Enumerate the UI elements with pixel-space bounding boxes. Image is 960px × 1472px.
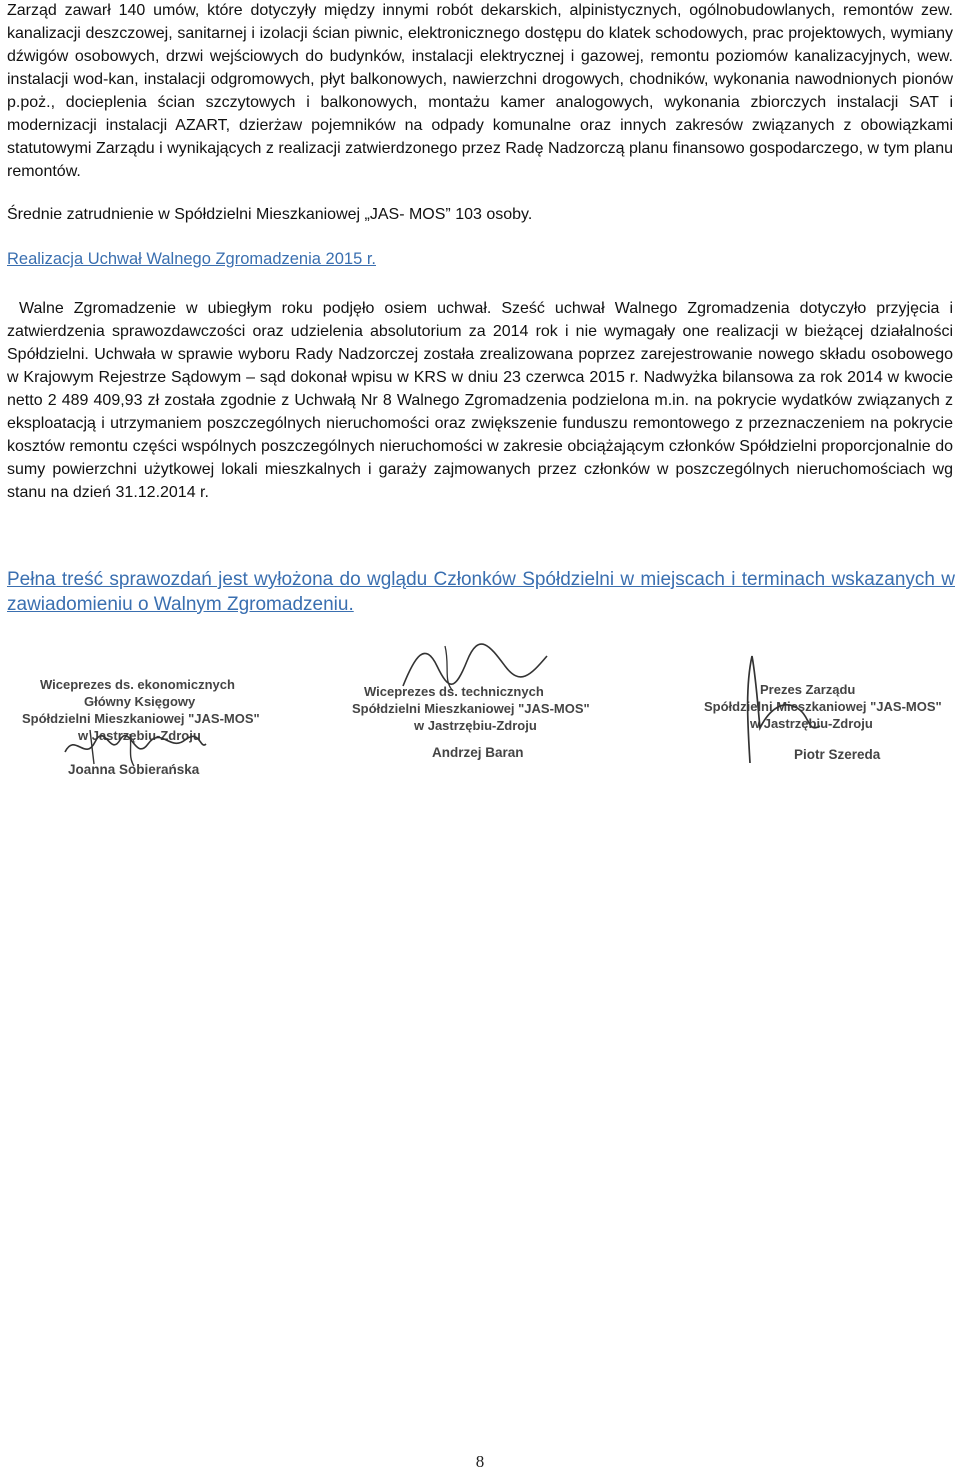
stamp-line: Spółdzielni Mieszkaniowej "JAS-MOS" <box>352 701 590 716</box>
stamp-line: w Jastrzębiu-Zdroju <box>414 718 537 733</box>
employment-paragraph: Średnie zatrudnienie w Spółdzielni Mieszkaniowej „JAS- MOS” 103 osoby. <box>7 206 533 223</box>
stamp-line: Spółdzielni Mieszkaniowej "JAS-MOS" <box>704 699 942 714</box>
handwritten-signature <box>395 636 555 696</box>
stamp-line: w Jastrzębiu-Zdroju <box>750 716 873 731</box>
signatory-name: Andrzej Baran <box>432 745 524 760</box>
handwritten-signature <box>730 648 850 768</box>
resolutions-text: Walne Zgromadzenie w ubiegłym roku podjęło osiem uchwał. Sześć uchwał Walnego Zgromadzenia dotyczyło przyjęcia i zatwierdzenia sprawozdawczości oraz udzielenia absolutorium za 2014 rok i nie wymagały one realizacji w bieżącej działalności Spółdzielni. Uchwała w sprawie wyboru Rady Nadzorczej została zrealizowana poprzez zarejestrowanie nowego składu osobowego w Krajowym Rejestrze Sądowym – sąd dokonał wpisu w KRS w dniu 23 czerwca 2015 r. Nadwyżka bilansowa za rok 2014 w kwocie netto 2 489 409,93 zł została zgodnie z Uchwałą Nr 8 Walnego Zgromadzenia podzielona m.in. na pokrycie wydatków związanych z eksploatacją i utrzymaniem poszczególnych nieruchomości oraz zwiększenie funduszu remontowego z przeznaczeniem na pokrycie kosztów remontu części wspólnych poszczególnych nieruchomości w zakresie obciążającym członków Spółdzielni proporcjonalnie do sumy powierzchni użytkowej lokali mieszkalnych i garaży zajmowanych przez członków w poszczególnych nieruchomościach wg stanu na dzień 31.12.2014 r. <box>7 300 953 501</box>
stamp-line: Wiceprezes ds. ekonomicznych <box>40 677 235 692</box>
stamp-line: Główny Księgowy <box>84 694 196 709</box>
signatory-name: Joanna Sobierańska <box>68 762 200 777</box>
stamp-line: Prezes Zarządu <box>760 682 856 697</box>
page-number: 8 <box>475 1452 485 1471</box>
notice-paragraph: Pełna treść sprawozdań jest wyłożona do wglądu Członków Spółdzielni w miejscach i terminach wskazanych w zawiadomieniu o Walnym Zgromadzeniu. <box>7 569 955 615</box>
stamp-line: w Jastrzębiu-Zdroju <box>78 728 201 743</box>
contracts-paragraph: Zarząd zawarł 140 umów, które dotyczyły między innymi robót dekarskich, alpinistycznych, ogólnobudowlanych, remontów zew. kanalizacji deszczowej, sanitarnej i izolacji ścian piwnic, elektronicznego dostępu do klatek schodowych, prac projektowych, wymiany dźwigów osobowych, drzwi wejściowych do budynków, instalacji elektrycznej i gazowej, remontu poziomów kanalizacyjnych, wew. instalacji wod-kan, instalacji odgromowych, płyt balkonowych, nawierzchni drogowych, chodników, wykonania nawodnionych pionów p.poż., docieplenia ścian szczytowych i balkonowych, montażu kamer analogowych, wykonania zbiorczych instalacji SAT i modernizacji instalacji AZART, dzierżaw pojemników na odpady komunalne oraz innych zakresów związanych z obowiązkami statutowymi Zarządu i wynikających z realizacji zatwierdzonego przez Radę Nadzorczą planu finansowo gospodarczego, w tym planu remontów. <box>7 2 953 180</box>
stamp-line: Spółdzielni Mieszkaniowej "JAS-MOS" <box>22 711 260 726</box>
handwritten-signature <box>60 722 210 772</box>
stamp-line: Wiceprezes ds. technicznych <box>364 684 544 699</box>
resolutions-paragraph <box>7 297 953 504</box>
signatory-name: Piotr Szereda <box>794 747 881 762</box>
section-heading: Realizacja Uchwał Walnego Zgromadzenia 2015 r. <box>7 250 376 268</box>
